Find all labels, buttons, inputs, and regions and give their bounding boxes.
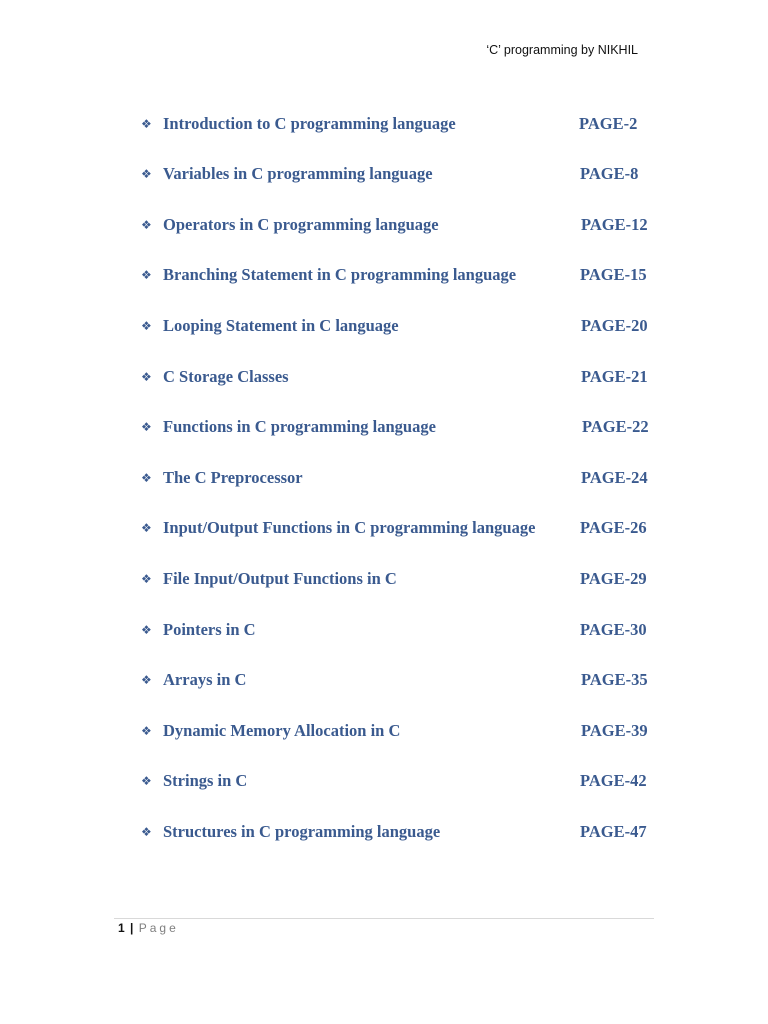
- toc-item-title: Functions in C programming language: [163, 417, 436, 436]
- toc-item-page: PAGE-8: [580, 164, 639, 183]
- diamond-bullet-icon: ❖: [141, 117, 152, 131]
- toc-item-title: Input/Output Functions in C programming language: [163, 518, 536, 537]
- toc-item-title: Strings in C: [163, 771, 248, 790]
- toc-item-title: File Input/Output Functions in C: [163, 569, 397, 588]
- toc-item-page: PAGE-20: [581, 316, 648, 335]
- toc-item: [141, 415, 661, 439]
- diamond-bullet-icon: ❖: [141, 268, 152, 282]
- toc-item: [141, 213, 661, 237]
- diamond-bullet-icon: ❖: [141, 673, 152, 687]
- toc-item-title: Looping Statement in C language: [163, 316, 399, 335]
- toc-item: [141, 618, 661, 642]
- toc-item: [141, 567, 661, 591]
- toc-item-title: Pointers in C: [163, 620, 256, 639]
- toc-item-page: PAGE-47: [580, 822, 647, 841]
- toc-item-title: The C Preprocessor: [163, 468, 303, 487]
- toc-item-title: Structures in C programming language: [163, 822, 441, 841]
- toc-item-title: Introduction to C programming language: [163, 114, 456, 133]
- toc-item: [141, 668, 661, 692]
- diamond-bullet-icon: ❖: [141, 218, 152, 232]
- diamond-bullet-icon: ❖: [141, 370, 152, 384]
- toc-item: [141, 263, 661, 287]
- footer-page-label: Page: [138, 921, 179, 935]
- toc-item-page: PAGE-24: [581, 468, 648, 487]
- toc-item-page: PAGE-26: [580, 518, 647, 537]
- diamond-bullet-icon: ❖: [141, 724, 152, 738]
- toc-item-title: Dynamic Memory Allocation in C: [163, 721, 401, 740]
- toc-item: [141, 719, 661, 743]
- toc-item: [141, 466, 661, 490]
- toc-item: [141, 314, 661, 338]
- toc-item-page: PAGE-30: [580, 620, 647, 639]
- toc-item: [141, 112, 661, 136]
- toc-item: [141, 365, 661, 389]
- toc-item-page: PAGE-12: [581, 215, 648, 234]
- toc-item-title: Branching Statement in C programming language: [163, 265, 517, 284]
- footer-separator: |: [130, 921, 134, 935]
- toc-item-page: PAGE-29: [580, 569, 647, 588]
- toc-item-title: Variables in C programming language: [163, 164, 433, 183]
- diamond-bullet-icon: ❖: [141, 319, 152, 333]
- toc-item-title: C Storage Classes: [163, 367, 289, 386]
- toc-item-page: PAGE-15: [580, 265, 647, 284]
- toc-item-page: PAGE-35: [581, 670, 648, 689]
- toc-item-title: Operators in C programming language: [163, 215, 439, 234]
- diamond-bullet-icon: ❖: [141, 471, 152, 485]
- footer-divider: [114, 918, 654, 919]
- diamond-bullet-icon: ❖: [141, 825, 152, 839]
- page-footer: [118, 920, 179, 936]
- toc-item-page: PAGE-39: [581, 721, 648, 740]
- diamond-bullet-icon: ❖: [141, 167, 152, 181]
- toc-item-page: PAGE-2: [579, 114, 638, 133]
- diamond-bullet-icon: ❖: [141, 420, 152, 434]
- toc-item-page: PAGE-22: [582, 417, 649, 436]
- toc-item-title: Arrays in C: [163, 670, 247, 689]
- diamond-bullet-icon: ❖: [141, 623, 152, 637]
- toc-item: [141, 820, 661, 844]
- toc-item-page: PAGE-21: [581, 367, 648, 386]
- footer-page-number: 1: [118, 921, 125, 935]
- toc-item-page: PAGE-42: [580, 771, 647, 790]
- diamond-bullet-icon: ❖: [141, 572, 152, 586]
- toc-item: [141, 516, 661, 540]
- toc-item: [141, 769, 661, 793]
- toc-item: [141, 162, 661, 186]
- diamond-bullet-icon: ❖: [141, 774, 152, 788]
- page-header: ‘C’ programming by NIKHIL: [486, 43, 638, 57]
- diamond-bullet-icon: ❖: [141, 521, 152, 535]
